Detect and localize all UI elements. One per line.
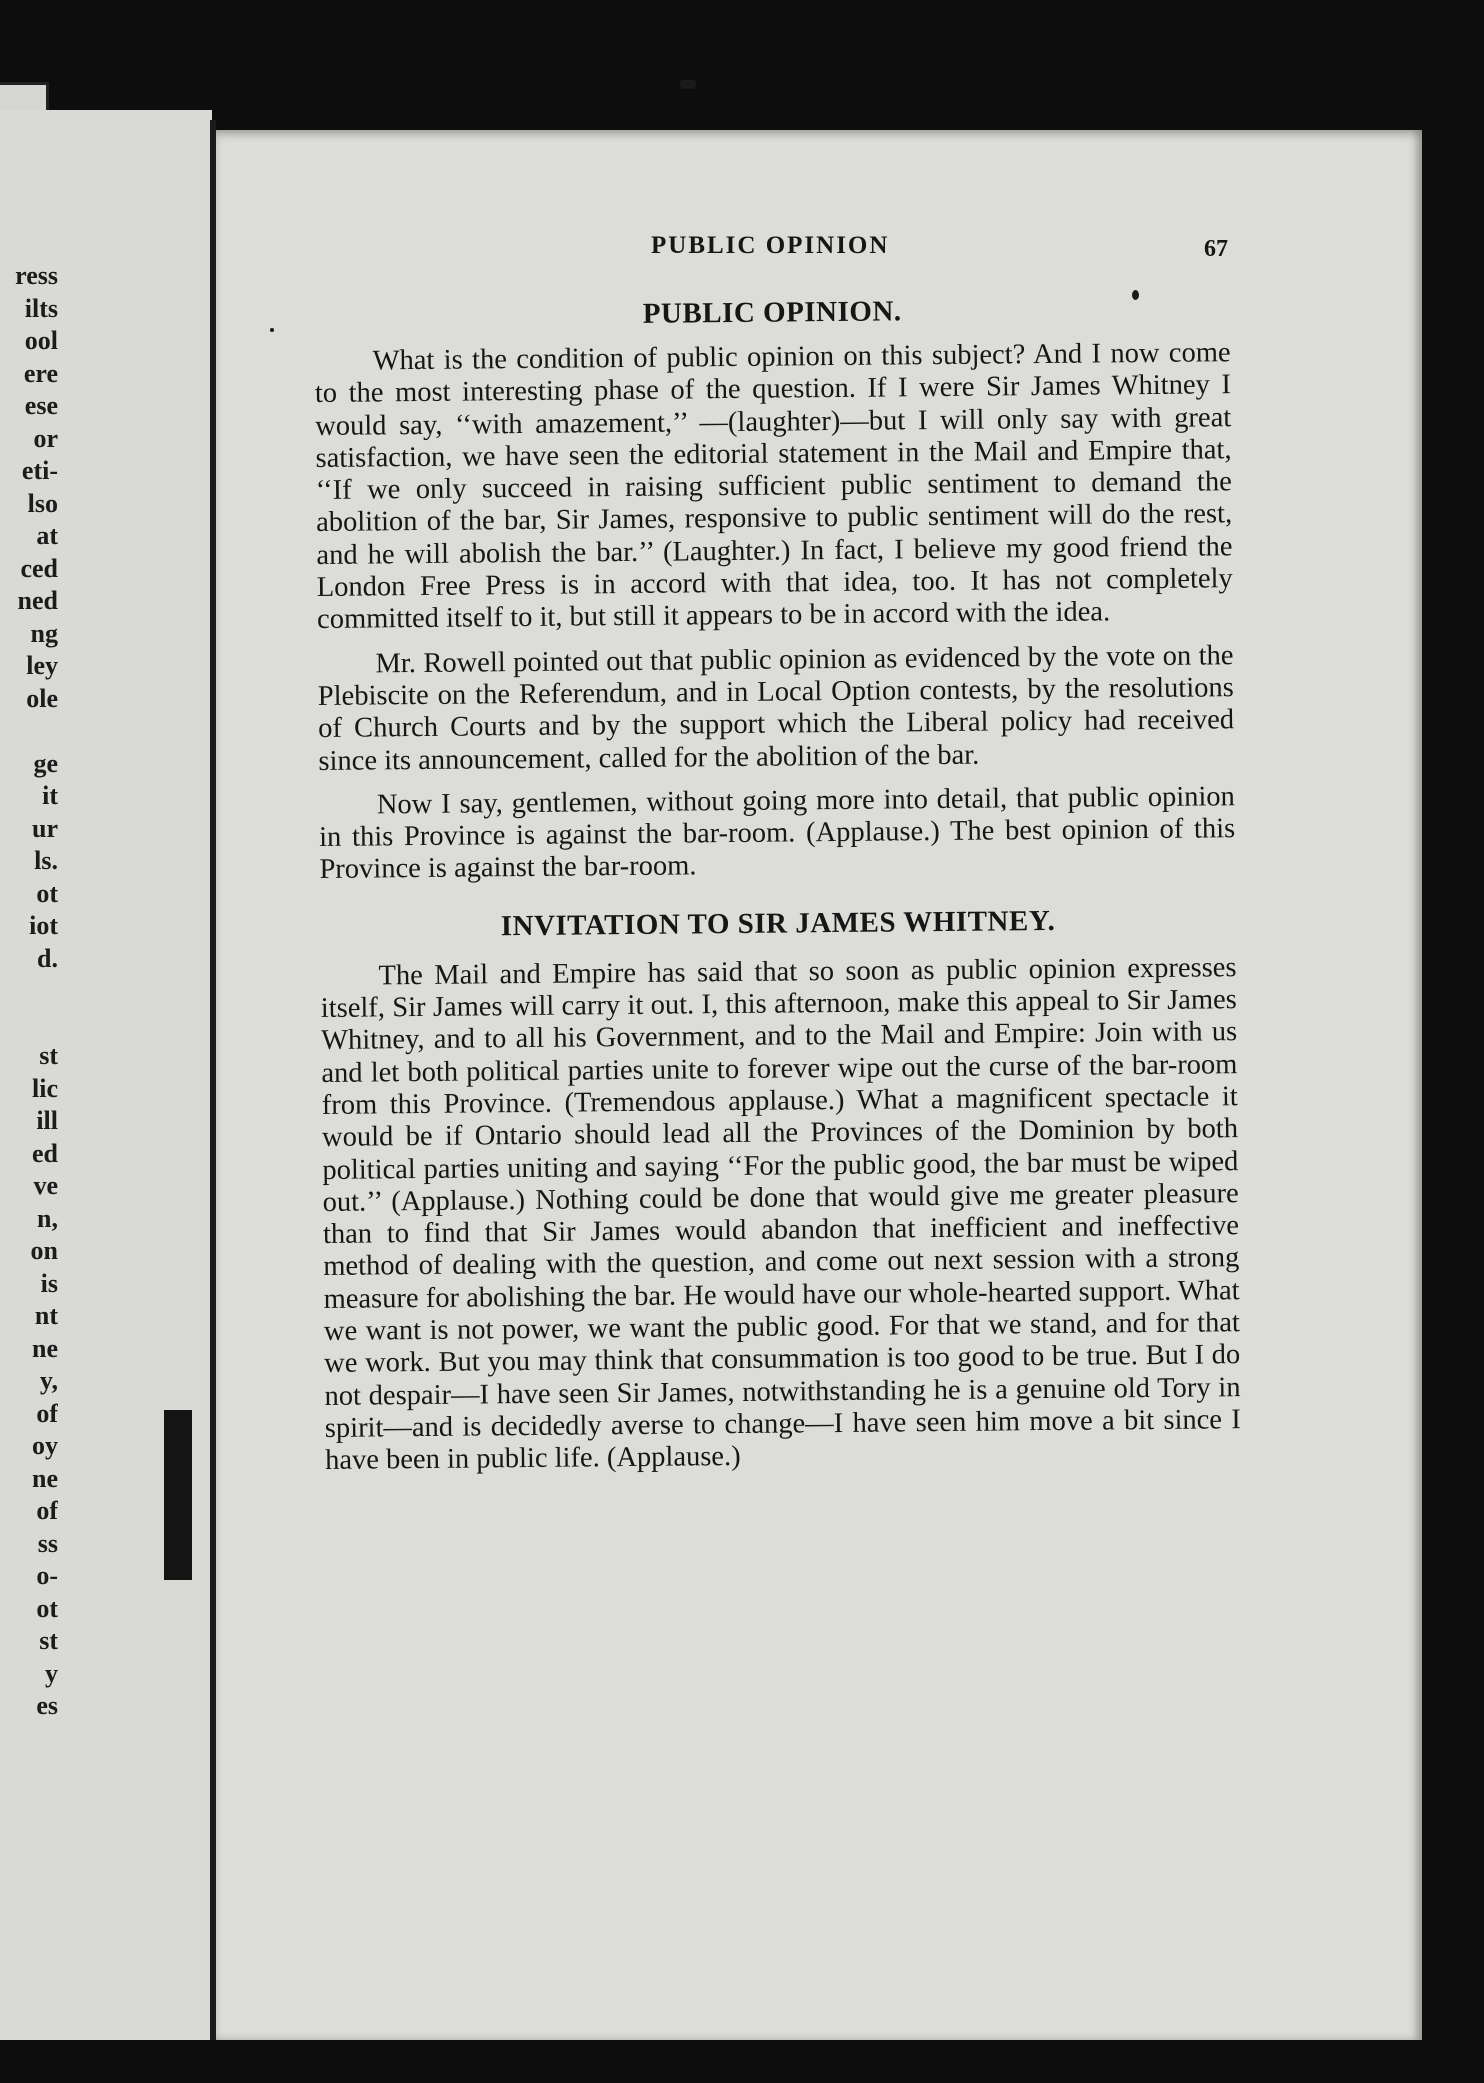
text-fragment: ge — [33, 748, 58, 778]
section-heading: INVITATION TO SIR JAMES WHITNEY. — [500, 904, 1056, 942]
text-fragment: ced — [20, 553, 58, 583]
text-fragment: iot — [29, 911, 58, 940]
text-fragment — [0, 975, 58, 1008]
text-fragment: ur — [32, 813, 58, 843]
text-fragment: ot — [36, 878, 58, 908]
running-header — [216, 232, 1422, 272]
text-fragment: ne — [32, 1463, 58, 1493]
text-fragment: ned — [17, 586, 58, 615]
ink-speck — [1132, 290, 1139, 300]
text-fragment: st — [39, 1626, 58, 1655]
text-fragment: ley — [26, 651, 58, 680]
binding-shadow — [164, 1410, 192, 1580]
text-fragment: ilts — [24, 293, 58, 323]
text-fragment: lso — [27, 488, 58, 518]
text-fragment: ed — [32, 1138, 58, 1168]
text-fragment: y — [45, 1658, 58, 1688]
text-fragment — [0, 1008, 58, 1041]
page-number: 67 — [1204, 236, 1228, 262]
book-page — [216, 130, 1422, 2040]
text-fragment: it — [42, 781, 58, 810]
text-fragment: or — [33, 423, 58, 453]
facing-page-left — [0, 110, 212, 2040]
text-fragment: ss — [37, 1528, 58, 1558]
text-fragment: n, — [37, 1203, 58, 1233]
text-fragment: es — [36, 1691, 58, 1720]
text-fragment — [0, 715, 58, 748]
text-fragment: ill — [36, 1106, 58, 1135]
text-fragment: ool — [24, 326, 58, 355]
section-heading: PUBLIC OPINION. — [642, 295, 902, 330]
ink-speck — [270, 328, 274, 332]
text-fragment: nt — [34, 1301, 58, 1330]
paragraph: Mr. Rowell pointed out that public opinion as evidenced by the vote on the Plebiscite on the Referendum, and in Local Option contests, by the resolutions of Church Courts and by the support which the Liberal policy had received since its announcement, called for the abolition of the bar. — [317, 639, 1235, 777]
text-fragment: of — [36, 1398, 58, 1428]
text-fragment: is — [40, 1268, 58, 1298]
scan-mark — [680, 80, 696, 89]
facing-page-text-fragments — [0, 260, 58, 1723]
text-fragment: at — [36, 521, 58, 550]
text-fragment: ress — [15, 261, 58, 290]
text-fragment: ese — [24, 391, 58, 420]
text-fragment: ot — [36, 1593, 58, 1623]
text-fragment: ng — [30, 618, 58, 648]
text-fragment: on — [30, 1236, 58, 1265]
section-public-opinion — [314, 289, 1236, 887]
text-fragment: eti- — [21, 456, 58, 485]
text-fragment: ole — [26, 683, 58, 713]
paragraph: What is the condition of public opinion on this subject? And I now come to the most interesting phase of the question. If I were Sir James Whitney I would say, ‘‘with amazement,’’ —(laughter)—but I will only say with great satisfaction, we have seen the editorial statement in the Mail and Empire that, ‘‘If we only succeed in raising sufficient public sentiment to demand the abolition of the bar, Sir James, responsive to public sentiment will do the rest, and he will abolish the bar.’’ (Laughter.) In fact, I believe my good friend the London Free Press is in accord with that idea, too. It has not completely committed itself to it, but still it appears to be in accord with the idea. — [314, 337, 1233, 636]
text-fragment: of — [36, 1496, 58, 1525]
text-fragment: lic — [32, 1073, 58, 1103]
text-fragment: st — [39, 1041, 58, 1070]
body-text — [314, 289, 1241, 1489]
text-fragment: ere — [23, 358, 58, 388]
text-fragment: ve — [33, 1171, 58, 1200]
text-fragment: oy — [32, 1431, 58, 1460]
running-title: PUBLIC OPINION — [651, 232, 890, 259]
text-fragment: o- — [36, 1561, 58, 1590]
text-fragment: ne — [32, 1333, 58, 1363]
paragraph: The Mail and Empire has said that so soon as public opinion expresses itself, Sir James will carry it out. I, this afternoon, make this appeal to Sir James Whitney, and to all his Government, and to the Mail and Empire: Join with us and let both political parties unite to forever wipe out the curse of the bar-room from this Province. (Tremendous applause.) What a magnificent spectacle it would be if Ontario should lead all the Provinces of the Dominion by both political parties uniting and saying ‘‘For the public good, the bar must be wiped out.’’ (Applause.) Nothing could be done that would give me greater pleasure than to find that Sir James would abandon that inefficient and ineffective method of dealing with the question, and come out next session with a strong measure for abolishing the bar. He would have our whole-hearted support. What we want is not power, we want the public good. For that we stand, and for that we work. But you may think that consummation is too good to be true. But I do not despair—I have seen Sir James, notwithstanding he is a genuine old Tory in spirit—and is decidedly averse to change—I have seen him move a bit since I have been in public life. (Applause.) — [320, 951, 1241, 1477]
paragraph: Now I say, gentlemen, without going more into detail, that public opinion in this Province is against the bar-room. (Applause.) The best opinion of this Province is against the bar-room. — [319, 781, 1236, 886]
text-fragment: ls. — [34, 846, 58, 875]
text-fragment: d. — [37, 943, 58, 973]
text-fragment: y, — [39, 1366, 58, 1395]
section-invitation — [320, 900, 1241, 1478]
